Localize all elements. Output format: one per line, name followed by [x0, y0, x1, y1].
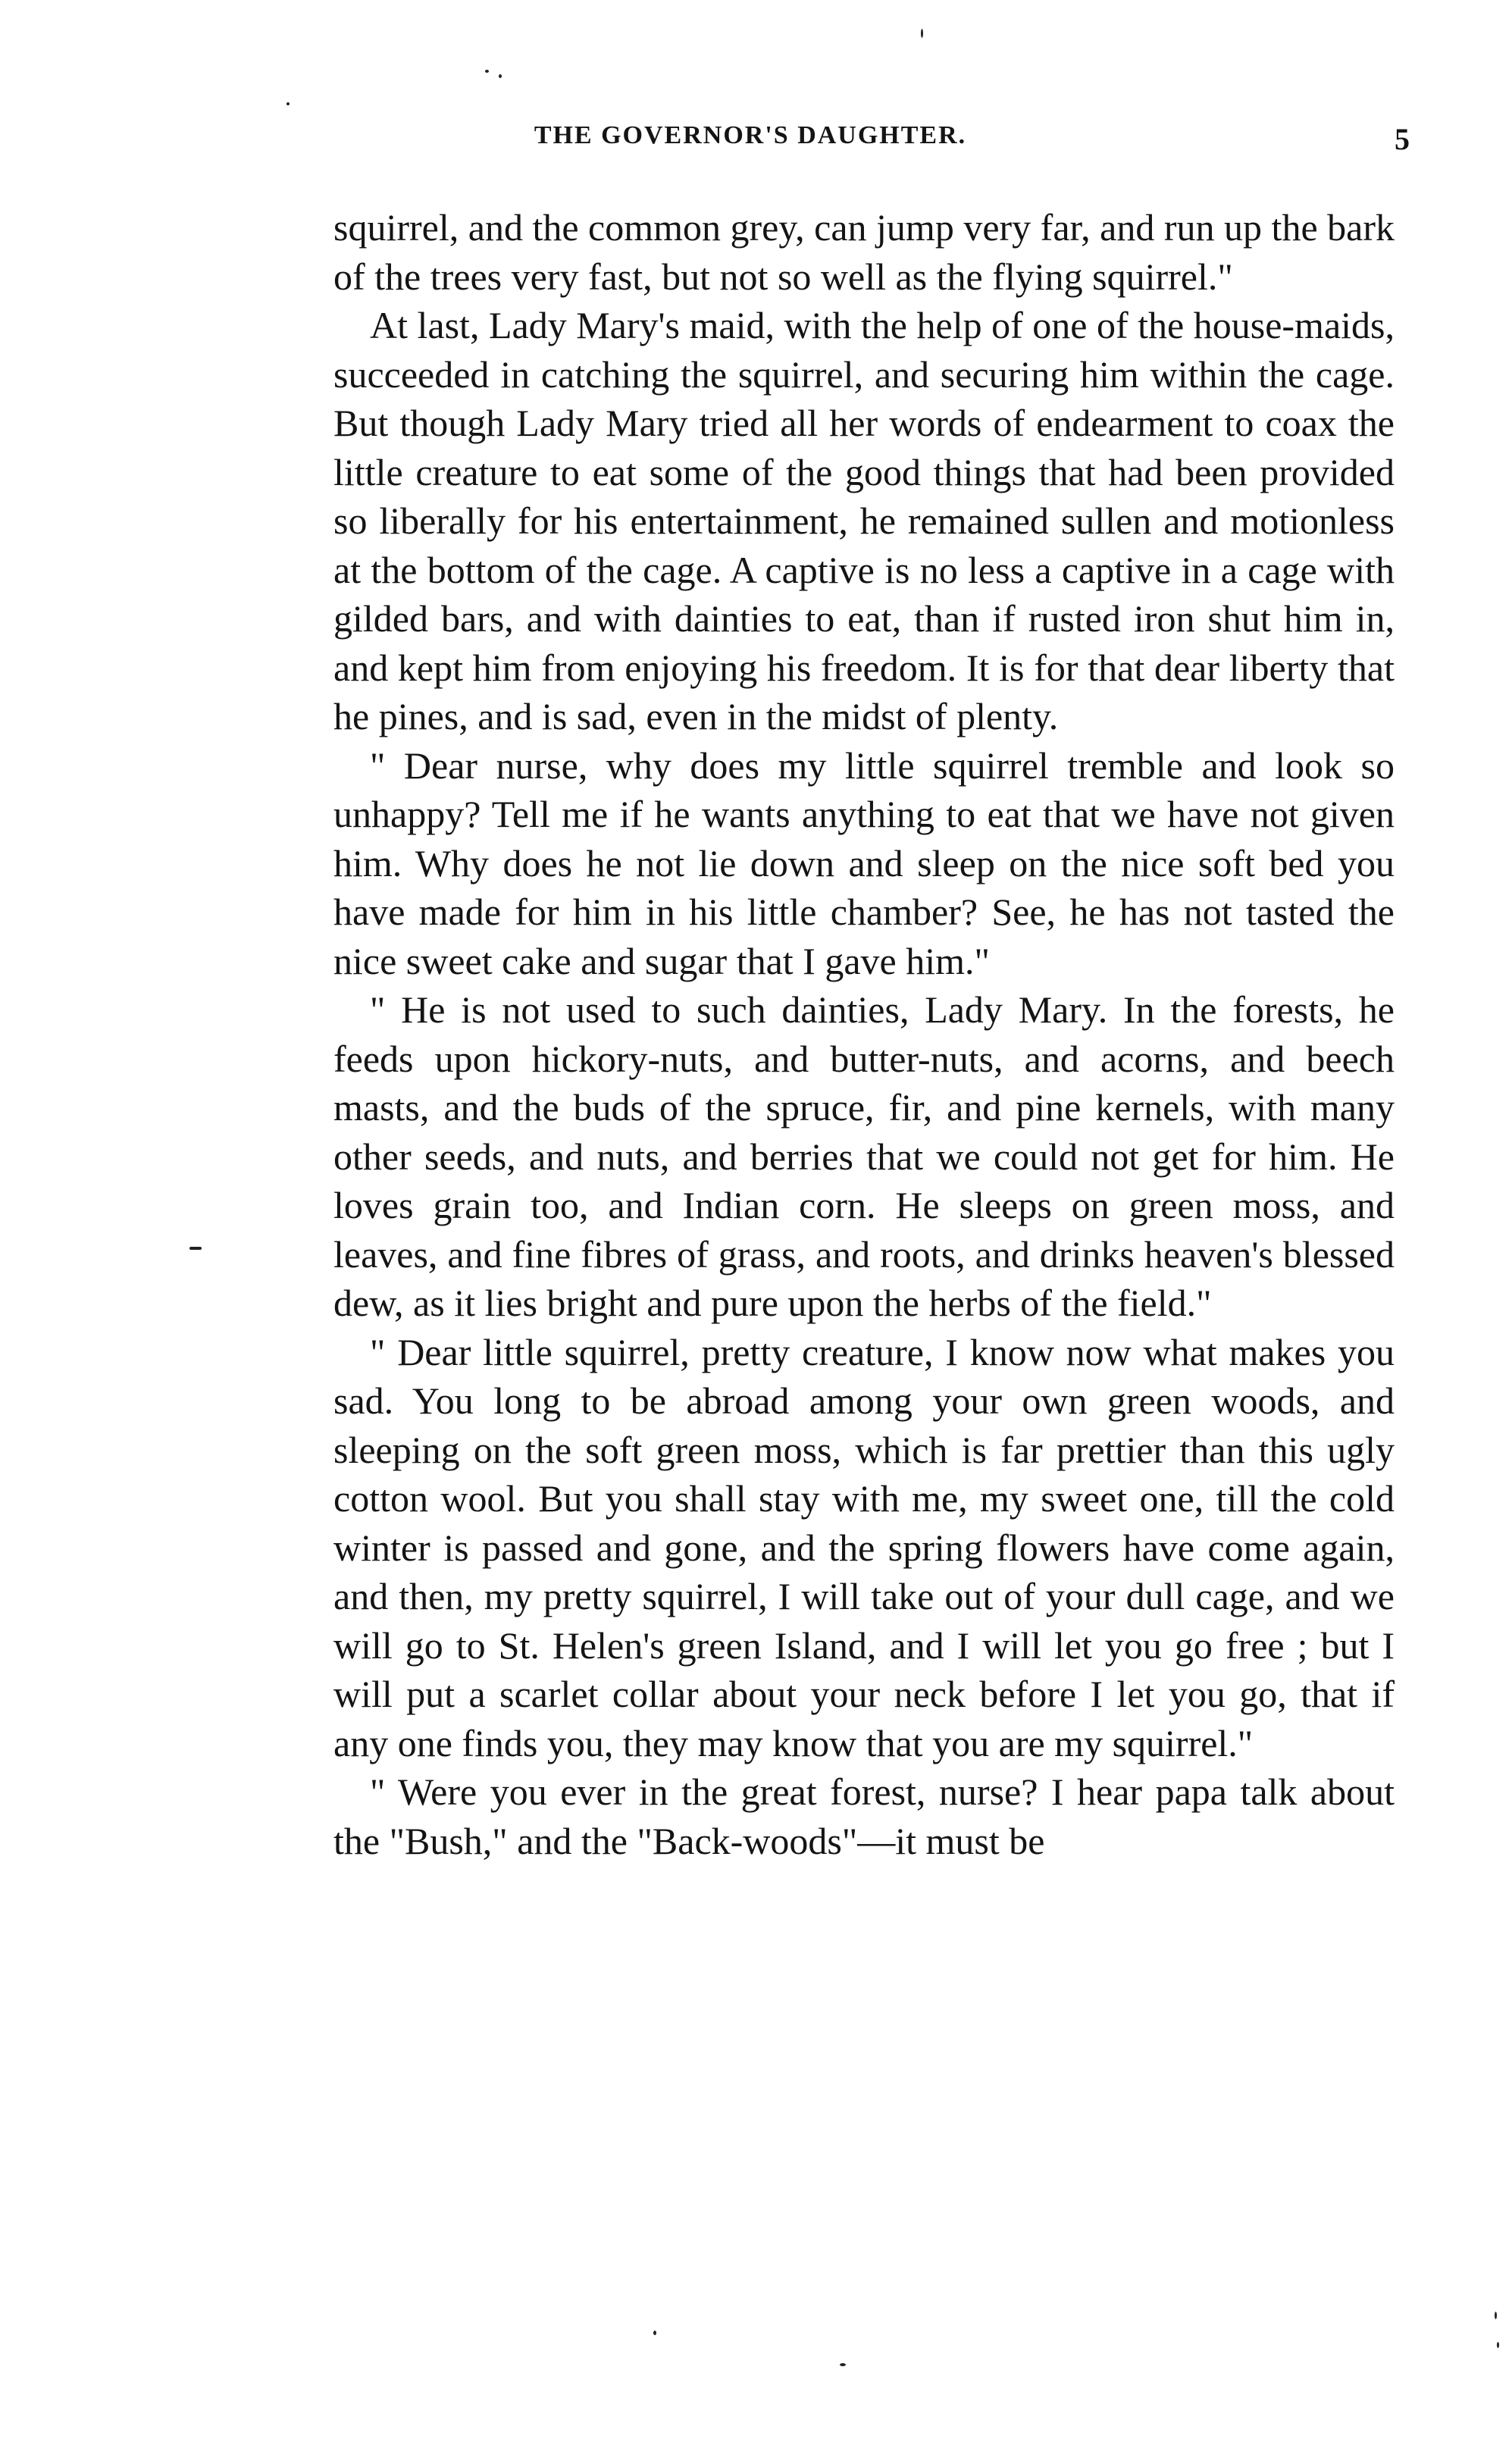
paragraph: " Were you ever in the great forest, nurse? I hear papa talk about the "Bush," and the "Back-woods"—it must be — [333, 1771, 1395, 1862]
scan-speck — [499, 74, 502, 78]
scan-speck — [921, 29, 923, 38]
scan-speck — [286, 102, 290, 105]
scan-speck — [1497, 2342, 1499, 2348]
scan-speck — [840, 2363, 846, 2366]
page-header — [349, 121, 1410, 167]
body-text — [333, 203, 1395, 1865]
scan-speck — [189, 1247, 202, 1250]
paragraph: " Dear little squirrel, pretty creature, I know now what makes you sad. You long to be abroad among your own green woods, and sleeping on the soft green moss, which is far prettier than this ugly cotton wool. But you shall stay with me, my sweet one, till the cold winter is passed and gone, and the spring flowers have come again, and then, my pretty squirrel, I will take out of your dull cage, and we will go to St. Helen's green Island, and I will let you go free ; but I will put a scarlet collar about your neck before I let you go, that if any one finds you, they may know that you are my squirrel." — [333, 1330, 1395, 1764]
paragraph: At last, Lady Mary's maid, with the help of one of the house-maids, succeeded in catching the squirrel, and securing him within the cage. But though Lady Mary tried all her words of endearment to coax the little creature to eat some of the good things that had been provided so liberally for his entertainment, he remained sullen and motionless at the bottom of the cage. A captive is no less a captive in a cage with gilded bars, and with dainties to eat, than if rusted iron shut him in, and kept him from enjoying his freedom. It is for that dear liberty that he pines, and is sad, even in the midst of plenty. — [333, 304, 1395, 737]
paragraph: squirrel, and the common grey, can jump very far, and run up the bark of the trees very fast, but not so well as the flying squirrel." — [333, 206, 1395, 298]
paragraph: " Dear nurse, why does my little squirrel tremble and look so unhappy? Tell me if he wants anything to eat that we have not given him. Why does he not lie down and sleep on the nice soft bed you have made for him in his little chamber? See, he has not tasted the nice sweet cake and sugar that I gave him." — [333, 744, 1395, 982]
scan-speck — [1495, 2312, 1497, 2319]
scan-speck — [485, 70, 489, 73]
page-number: 5 — [1395, 122, 1410, 156]
running-head: THE GOVERNOR'S DAUGHTER. — [534, 121, 967, 149]
paragraph: " He is not used to such dainties, Lady Mary. In the forests, he feeds upon hickory-nuts, and butter-nuts, and acorns, and beech masts, and the buds of the spruce, fir, and pine kernels, with many other seeds, and nuts, and berries that we could not get for him. He loves grain too, and Indian corn. He sleeps on green moss, and leaves, and fine fibres of grass, and roots, and drinks heaven's blessed dew, as it lies bright and pure upon the herbs of the field." — [333, 988, 1395, 1324]
scan-speck — [653, 2331, 656, 2335]
